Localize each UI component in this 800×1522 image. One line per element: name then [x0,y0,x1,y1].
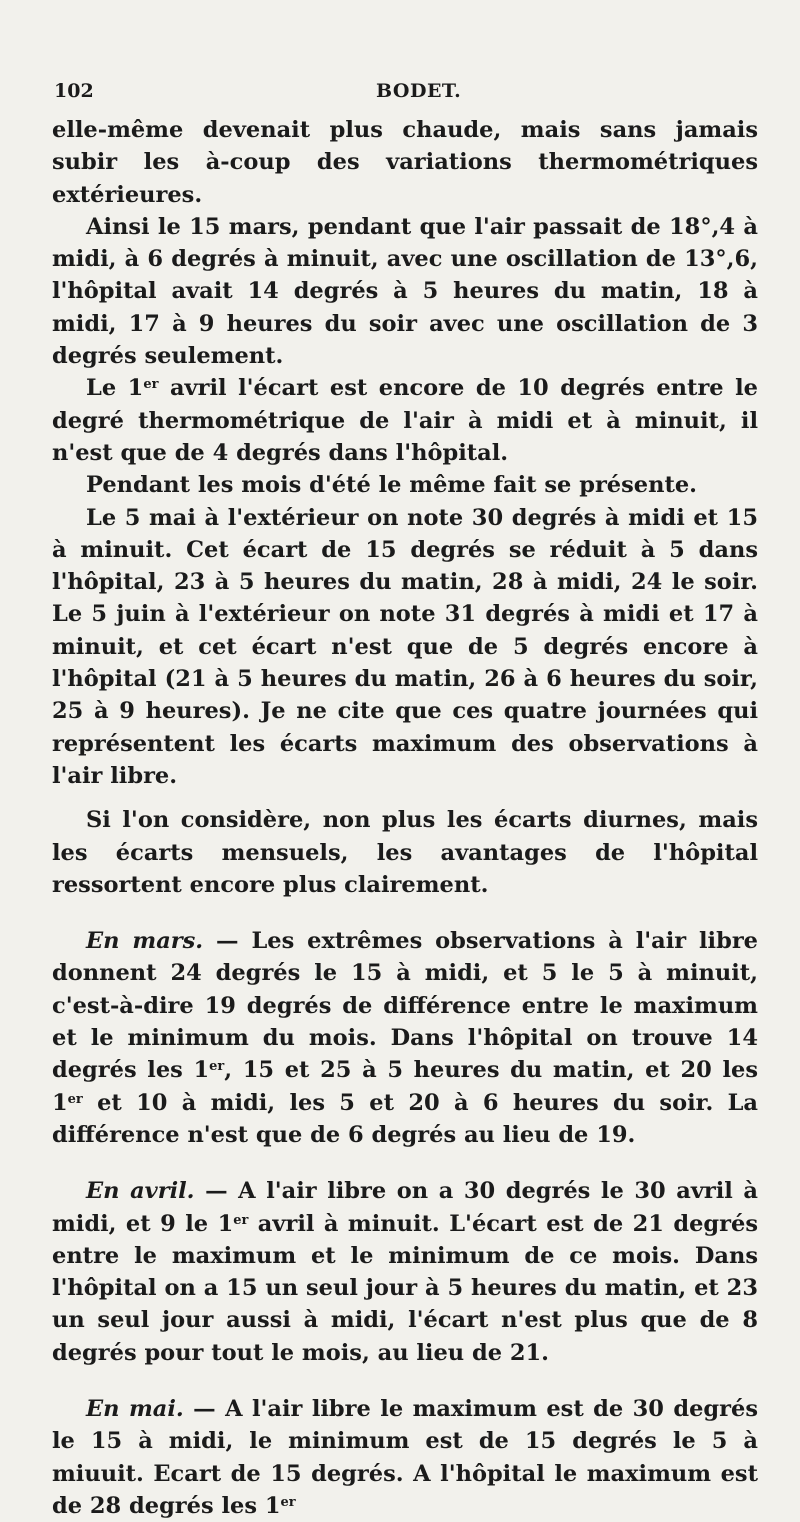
lead-separator: — [194,1178,239,1205]
paragraph-text: Si l'on considère, non plus les écarts diurnes, mais les écarts mensuels, les avantages de l'hôpital ressortent encore plus clairement. [52,807,758,898]
paragraph [52,114,758,211]
paragraph [52,469,758,501]
paragraph [52,804,758,901]
page-number: 102 [54,80,94,102]
paragraph-text: Les extrêmes observations à l'air libre donnent 24 degrés le 15 à midi, et 5 le 5 à minuit, c'est-à-dire 19 degrés de différence entre le maximum et le minimum du mois. Dans l'hôpital on trouve 14 degrés les 1er, 15 et 25 à 5 heures du matin, et 20 les 1er et 10 à midi, les 5 et 20 à 6 heures du soir. La différence n'est que de 6 degrés au lieu de 19. [52,928,759,1148]
paragraph [52,1175,758,1369]
paragraph [52,1393,758,1522]
body-text [52,114,758,1522]
paragraph-text: Le 1er avril l'écart est encore de 10 degrés entre le degré thermométrique de l'air à midi et à minuit, il n'est que de 4 degrés dans l'hôpital. [52,375,758,466]
running-title: BODET. [376,80,462,102]
paragraph-text: A l'air libre on a 30 degrés le 30 avril à midi, et 9 le 1er avril à minuit. L'écart est de 21 degrés entre le maximum et le minimum de ce mois. Dans l'hôpital on a 15 un seul jour à 5 heures du matin, et 23 un seul jour aussi à midi, l'écart n'est plus que de 8 degrés pour tout le mois, au lieu de 21. [52,1178,758,1366]
paragraph [52,925,758,1151]
paragraph-text: A l'air libre le maximum est de 30 degrés le 15 à midi, le minimum est de 15 degrés le 5 à miuuit. Ecart de 15 degrés. A l'hôpital le maximum est de 28 degrés les 1er [52,1395,758,1519]
month-heading: En mars. [86,928,204,955]
paragraph-text: Le 5 mai à l'extérieur on note 30 degrés à midi et 15 à minuit. Cet écart de 15 degrés se réduit à 5 dans l'hôpital, 23 à 5 heures du matin, 28 à midi, 24 le soir. Le 5 juin à l'extérieur on note 31 degrés à midi et 17 à minuit, et cet écart n'est que de 5 degrés encore à l'hôpital (21 à 5 heures du matin, 26 à 6 heures du soir, 25 à 9 heures). Je ne cite que ces quatre journées qui représentent les écarts maximum des observations à l'air libre. [52,504,758,789]
paragraph [52,372,758,469]
paragraph-text: elle-même devenait plus chaude, mais sans jamais subir les à-coup des variations thermométriques extérieures. [52,117,758,208]
month-heading: En mai. [86,1395,184,1422]
lead-separator: — [203,928,252,955]
running-head [0,80,800,104]
lead-separator: — [183,1395,226,1422]
paragraph-text: Pendant les mois d'été le même fait se présente. [86,472,697,499]
paragraph [52,502,758,793]
paragraph-text: Ainsi le 15 mars, pendant que l'air passait de 18°,4 à midi, à 6 degrés à minuit, avec une oscillation de 13°,6, l'hôpital avait 14 degrés à 5 heures du matin, 18 à midi, 17 à 9 heures du soir avec une oscillation de 3 degrés seulement. [52,213,758,370]
month-heading: En avril. [86,1178,195,1205]
paragraph [52,211,758,372]
